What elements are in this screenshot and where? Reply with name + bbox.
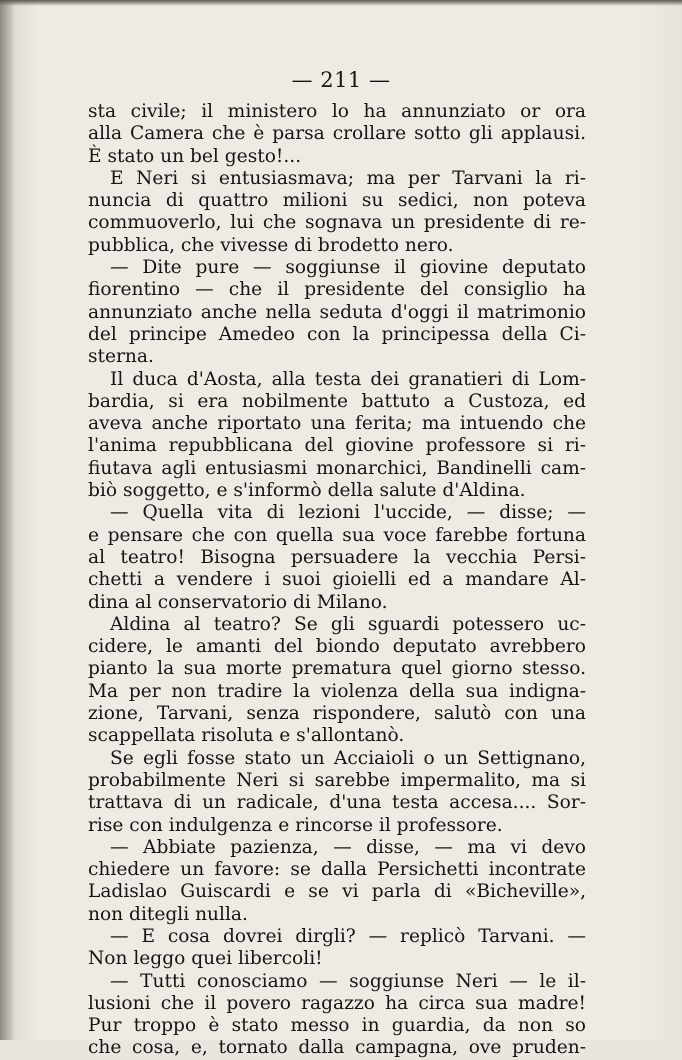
text-line: aveva anche riportato una ferita; ma intuendo che	[88, 413, 586, 435]
text-line: cidere, le amanti del biondo deputato avrebbero	[88, 636, 586, 658]
text-line: Se egli fosse stato un Acciaioli o un Settignano,	[110, 747, 586, 769]
text-line: — E cosa dovrei dirgli? — replicò Tarvani. —	[110, 925, 586, 947]
text-line: alla Camera che è parsa crollare sotto gli applausi.	[88, 123, 586, 145]
text-line: l'anima repubblicana del giovine professore si ri-	[88, 435, 586, 457]
text-line: — Abbiate pazienza, — disse, — ma vi devo	[110, 836, 586, 858]
text-line: Aldina al teatro? Se gli sguardi potessero uc-	[110, 613, 586, 635]
text-line: chiedere un favore: se dalla Persichetti incontrate	[88, 859, 586, 881]
text-line: Non leggo quei libercoli!	[88, 948, 323, 970]
text-line: al teatro! Bisogna persuadere la vecchia Persi-	[88, 546, 586, 568]
text-line: pubblica, che vivesse di brodetto nero.	[88, 234, 454, 256]
page-top-edge	[0, 0, 682, 6]
text-line: nuncia di quattro milioni su sedici, non poteva	[88, 190, 586, 212]
page-number-header: — 211 —	[291, 68, 391, 92]
text-line: chetti a vendere i suoi gioielli ed a mandare Al-	[88, 569, 586, 591]
text-line: trattava di un radicale, d'una testa accesa.... Sor-	[88, 792, 586, 814]
text-line: che cosa, e, tornato dalla campagna, ove pruden-	[88, 1037, 586, 1059]
text-line: — Quella vita di lezioni l'uccide, — disse; —	[110, 502, 586, 524]
text-line: pianto la sua morte prematura quel giorno stesso.	[88, 658, 586, 680]
text-line: lusioni che il povero ragazzo ha circa sua madre!	[88, 992, 586, 1014]
text-line: È stato un bel gesto!...	[88, 145, 302, 167]
text-line: commuoverlo, lui che sognava un presidente di re-	[88, 212, 586, 234]
text-line: del principe Amedeo con la principessa della Ci-	[88, 323, 586, 345]
text-line: probabilmente Neri si sarebbe impermalito, ma si	[88, 769, 586, 791]
text-line: rise con indulgenza e rincorse il professore.	[88, 814, 503, 836]
text-line: sta civile; il ministero lo ha annunziato or ora	[88, 101, 586, 122]
text-line: biò soggetto, e s'informò della salute d'Aldina.	[88, 480, 526, 502]
text-line: fiutava agli entusiasmi monarchici, Bandinelli cam-	[88, 457, 586, 479]
text-line: — Tutti conosciamo — soggiunse Neri — le il-	[110, 970, 586, 992]
text-line: sterna.	[88, 346, 154, 368]
text-line: dina al conservatorio di Milano.	[88, 591, 388, 613]
text-line: Il duca d'Aosta, alla testa dei granatieri di Lom-	[110, 368, 586, 390]
text-line: E Neri si entusiasmava; ma per Tarvani la ri-	[110, 167, 586, 189]
text-line: scappellata risoluta e s'allontanò.	[88, 725, 405, 747]
text-line: — Dite pure — soggiunse il giovine deputato	[110, 257, 586, 279]
text-line: annunziato anche nella seduta d'oggi il matrimonio	[88, 301, 586, 323]
binding-gutter	[0, 0, 14, 1040]
body-text	[88, 101, 586, 1060]
text-line: Pur troppo è stato messo in guardia, da non so	[88, 1015, 586, 1037]
text-line: Ladislao Guiscardi e se vi parla di «Bicheville»,	[88, 881, 586, 903]
text-line: fiorentino — che il presidente del consiglio ha	[88, 279, 586, 301]
text-line: zione, Tarvani, senza rispondere, salutò con una	[88, 703, 586, 725]
text-line: Ma per non tradire la violenza della sua indigna-	[88, 680, 586, 702]
text-line: non ditegli nulla.	[88, 903, 248, 925]
text-line: e pensare che con quella sua voce farebbe fortuna	[88, 524, 586, 546]
text-line: bardia, si era nobilmente battuto a Custoza, ed	[88, 390, 586, 412]
